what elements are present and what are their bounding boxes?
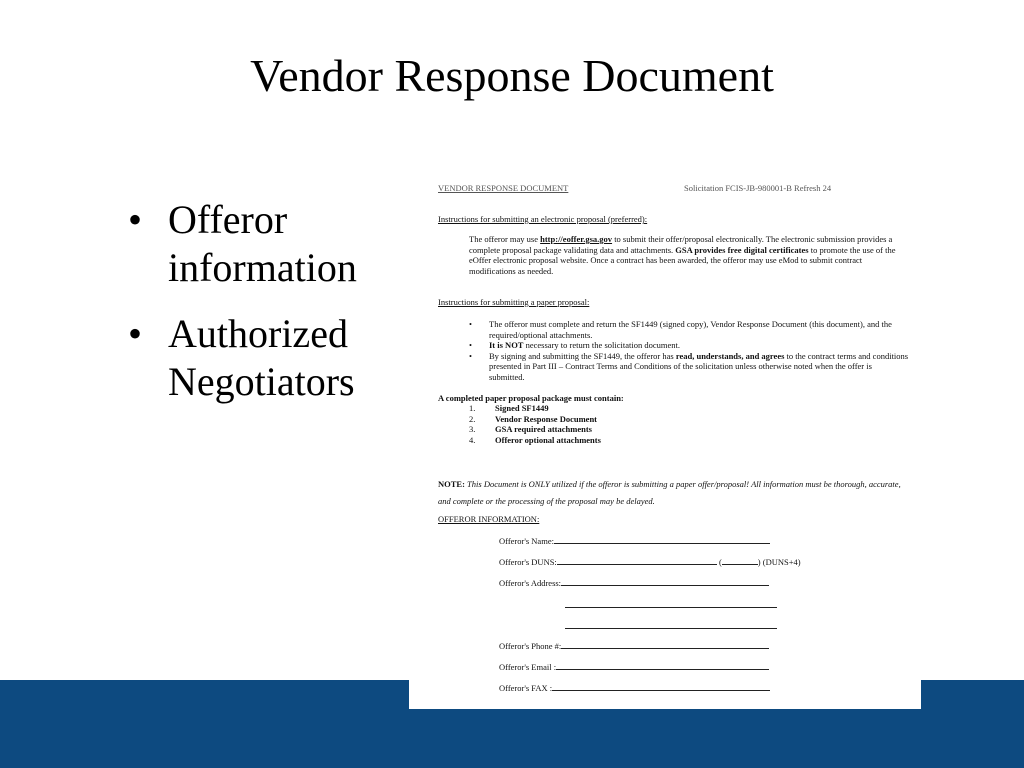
paper-item	[469, 351, 909, 383]
paper-instructions-list	[469, 319, 909, 382]
electronic-paragraph	[469, 234, 909, 276]
package-item	[469, 435, 769, 446]
package-item	[469, 403, 769, 414]
offeror-name-field[interactable]	[499, 535, 770, 547]
electronic-heading: Instructions for submitting an electronic proposal (preferred):	[438, 214, 648, 224]
paper-item	[469, 319, 909, 340]
note-paragraph	[438, 476, 908, 510]
package-list	[469, 403, 769, 445]
package-item-number: 4.	[469, 434, 476, 445]
paper-bullet: •	[469, 319, 472, 329]
offeror-information-heading: OFFEROR INFORMATION:	[438, 514, 540, 524]
field-label: Offeror's Address:	[499, 578, 562, 588]
electronic-text: to promote the use of the eOffer electronic proposal website. Once a contract has been awarded, the offeror may use eMod to submit contract modifications as needed.	[469, 244, 896, 276]
field-label: Offeror's Phone #:	[499, 641, 562, 651]
package-item-text: GSA required attachments	[495, 424, 592, 434]
bullet-dot: •	[128, 311, 143, 356]
eoffer-link[interactable]: http://eoffer.gsa.gov	[540, 234, 613, 244]
package-heading: A completed paper proposal package must contain:	[438, 393, 624, 403]
field-label: Offeror's DUNS:	[499, 557, 557, 567]
document-header-right: Solicitation FCIS-JB-980001-B Refresh 24	[684, 183, 832, 193]
package-item-number: 1.	[469, 403, 476, 413]
field-label: Offeror's Email :	[499, 662, 557, 672]
field-line	[554, 535, 770, 544]
field-label: Offeror's Name:	[499, 536, 554, 546]
package-item-number: 2.	[469, 413, 476, 424]
paper-heading: Instructions for submitting a paper proposal:	[438, 297, 590, 307]
slide-title: Vendor Response Document	[250, 50, 774, 101]
bullet-dot: •	[128, 197, 143, 242]
offeror-email-field[interactable]	[499, 661, 769, 673]
field-line	[556, 661, 769, 670]
address-line-2[interactable]	[565, 606, 777, 608]
electronic-text: The offeror may use	[469, 234, 541, 244]
paper-bullet: •	[469, 340, 472, 350]
package-item-text: Vendor Response Document	[495, 413, 598, 424]
bullet-list	[128, 196, 408, 424]
electronic-text: to submit their offer/proposal electronically. The electronic submission provides a complete proposal package validating data and attachments.	[469, 234, 893, 255]
paper-item-bold: It is NOT	[489, 340, 524, 350]
package-item-number: 3.	[469, 424, 476, 434]
bullet-text: Authorized Negotiators	[168, 311, 355, 404]
offeror-phone-field[interactable]	[499, 640, 769, 652]
paper-item	[469, 340, 909, 351]
paper-item-text: By signing and submitting the SF1449, the offeror has	[489, 350, 676, 361]
duns-plus4-line	[722, 556, 758, 565]
offeror-address-field[interactable]	[499, 577, 769, 589]
offeror-duns-field[interactable]	[499, 556, 801, 568]
field-line	[552, 682, 770, 691]
package-item-text: Signed SF1449	[495, 403, 549, 413]
bullet-item-offeror-information	[128, 196, 408, 292]
offeror-fax-field[interactable]	[499, 682, 770, 694]
field-label: Offeror's FAX :	[499, 683, 553, 693]
field-line	[561, 577, 769, 586]
package-item	[469, 414, 769, 425]
field-line	[561, 640, 769, 649]
electronic-bold: GSA provides free digital certificates	[675, 244, 809, 255]
note-label: NOTE:	[438, 479, 465, 489]
note-text: This Document is ONLY utilized if the offeror is submitting a paper offer/proposal! All information must be thorough, accurate, and complete or the processing of the proposal may be delayed.	[438, 479, 901, 506]
paper-item-text: necessary to return the solicitation document.	[523, 340, 680, 350]
field-line	[557, 556, 717, 565]
duns-open-paren: (	[718, 557, 722, 567]
paper-bullet: •	[469, 350, 472, 361]
paper-item-text: The offeror must complete and return the SF1449 (signed copy), Vendor Response Document (this document), and the required/optional attachments.	[489, 319, 892, 340]
document-image	[409, 172, 921, 709]
bullet-item-authorized-negotiators	[128, 310, 408, 406]
bullet-text: Offeror information	[168, 197, 357, 290]
package-item	[469, 424, 769, 435]
paper-item-text: to the contract terms and conditions presented in Part III – Contract Terms and Conditions of the solicitation unless otherwise noted when the offer is submitted.	[489, 350, 909, 382]
address-line-3[interactable]	[565, 627, 777, 629]
document-header-left: VENDOR RESPONSE DOCUMENT	[438, 183, 569, 193]
duns-suffix: ) (DUNS+4)	[757, 557, 801, 567]
package-item-text: Offeror optional attachments	[495, 434, 601, 445]
paper-item-bold: read, understands, and agrees	[675, 350, 785, 361]
document-header	[438, 183, 898, 194]
